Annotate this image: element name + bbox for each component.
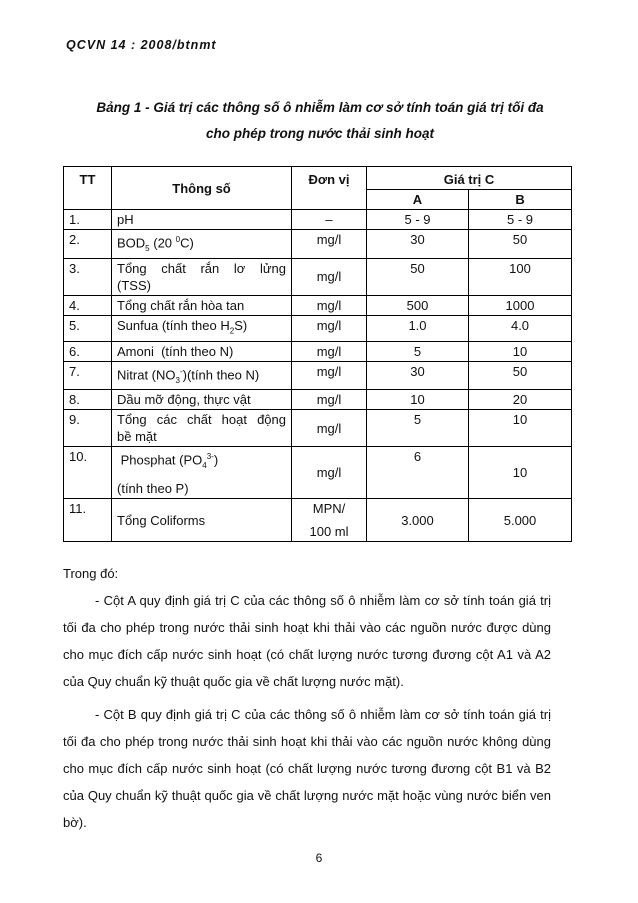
row-number: 11.	[64, 499, 112, 542]
table-header-row	[64, 167, 572, 190]
row-unit: mg/l	[292, 230, 367, 259]
column-b-explanation: - Cột B quy định giá trị C của các thông số ô nhiễm làm cơ sở tính toán giá trị tối đa cho phép trong nước thải sinh hoạt khi thải vào các nguồn nước không dùng cho mục đích cấp nước sinh hoạt (có chất lượng nước tương đương cột B1 và B2 của Quy chuẩn kỹ thuật quốc gia về chất lượng nước mặt hoặc vùng nước biển ven bờ).	[63, 707, 551, 830]
row-value-b: 10	[469, 341, 572, 361]
row-value-b: 10	[469, 410, 572, 447]
row-value-b: 5.000	[469, 499, 572, 542]
row-unit: mg/l	[292, 390, 367, 410]
table-row	[64, 230, 572, 259]
row-value-a: 1.0	[367, 315, 469, 341]
header-param: Thông số	[112, 167, 292, 210]
row-number: 1.	[64, 210, 112, 230]
row-value-b: 4.0	[469, 315, 572, 341]
row-unit: mg/l	[292, 410, 367, 447]
table-row	[64, 390, 572, 410]
row-value-a: 3.000	[367, 499, 469, 542]
row-value-b: 1000	[469, 295, 572, 315]
row-parameter: Tổng các chất hoạt động bề mặt	[112, 410, 292, 447]
row-value-a: 10	[367, 390, 469, 410]
row-value-b: 10	[469, 447, 572, 499]
header-tt: TT	[64, 167, 112, 210]
row-unit: mg/l	[292, 258, 367, 295]
row-unit: mg/l	[292, 341, 367, 361]
row-value-b: 100	[469, 258, 572, 295]
row-number: 8.	[64, 390, 112, 410]
row-value-a: 500	[367, 295, 469, 315]
header-col-a: A	[367, 190, 469, 210]
row-parameter: Amoni (tính theo N)	[112, 341, 292, 361]
explanation-intro: Trong đó:	[63, 566, 119, 581]
row-value-a: 5	[367, 410, 469, 447]
row-value-a: 6	[367, 447, 469, 499]
table-row	[64, 447, 572, 499]
table-row	[64, 499, 572, 542]
explanation-section	[63, 560, 551, 836]
row-unit: mg/l	[292, 447, 367, 499]
header-col-b: B	[469, 190, 572, 210]
row-unit: –	[292, 210, 367, 230]
row-number: 10.	[64, 447, 112, 499]
row-value-b: 50	[469, 230, 572, 259]
row-unit: MPN/ 100 ml	[292, 499, 367, 542]
table-row	[64, 258, 572, 295]
row-value-a: 30	[367, 361, 469, 390]
row-parameter: Dầu mỡ động, thực vật	[112, 390, 292, 410]
column-a-explanation: - Cột A quy định giá trị C của các thông số ô nhiễm làm cơ sở tính toán giá trị tối đa cho phép trong nước thải sinh hoạt khi thải vào các nguồn nước được dùng cho mục đích cấp nước sinh hoạt (có chất lượng nước tương đương cột A1 và A2 của Quy chuẩn kỹ thuật quốc gia về chất lượng nước mặt).	[63, 593, 551, 689]
table-row	[64, 341, 572, 361]
row-number: 5.	[64, 315, 112, 341]
row-value-a: 5 - 9	[367, 210, 469, 230]
row-number: 6.	[64, 341, 112, 361]
table-row	[64, 410, 572, 447]
row-parameter: Tổng chất rắn lơ lửng (TSS)	[112, 258, 292, 295]
row-value-b: 5 - 9	[469, 210, 572, 230]
table-row	[64, 315, 572, 341]
row-value-a: 5	[367, 341, 469, 361]
row-unit: mg/l	[292, 295, 367, 315]
row-unit: mg/l	[292, 361, 367, 390]
row-parameter: Sunfua (tính theo $H_2S$)	[112, 315, 292, 341]
row-value-b: 50	[469, 361, 572, 390]
row-parameter: Nitrat $(NO_3^-)(tính$ theo N)	[112, 361, 292, 390]
table-row	[64, 361, 572, 390]
document-code-header: QCVN 14 : 2008/btnmt	[66, 38, 217, 52]
table-row	[64, 295, 572, 315]
table-title-line-1: Bảng 1 - Giá trị các thông số ô nhiễm làm cơ sở tính toán giá trị tối đa	[96, 100, 544, 115]
row-parameter: $BOD_5$ (20 $^0$C)	[112, 230, 292, 259]
row-number: 9.	[64, 410, 112, 447]
row-parameter: pH	[112, 210, 292, 230]
row-value-a: 30	[367, 230, 469, 259]
table-row	[64, 210, 572, 230]
row-parameter: Tổng Coliforms	[112, 499, 292, 542]
row-unit: mg/l	[292, 315, 367, 341]
row-parameter: Phosphat $(PO_4^{3-})$ (tính theo P)	[112, 447, 292, 499]
header-value: Giá trị C	[367, 167, 572, 190]
row-value-b: 20	[469, 390, 572, 410]
row-value-a: 50	[367, 258, 469, 295]
parameter-table	[63, 166, 572, 542]
row-number: 3.	[64, 258, 112, 295]
table-title-line-2: cho phép trong nước thải sinh hoạt	[206, 126, 434, 141]
row-number: 4.	[64, 295, 112, 315]
header-unit: Đơn vị	[292, 167, 367, 210]
row-parameter: Tổng chất rắn hòa tan	[112, 295, 292, 315]
row-number: 7.	[64, 361, 112, 390]
page-number: 6	[315, 851, 323, 865]
row-number: 2.	[64, 230, 112, 259]
